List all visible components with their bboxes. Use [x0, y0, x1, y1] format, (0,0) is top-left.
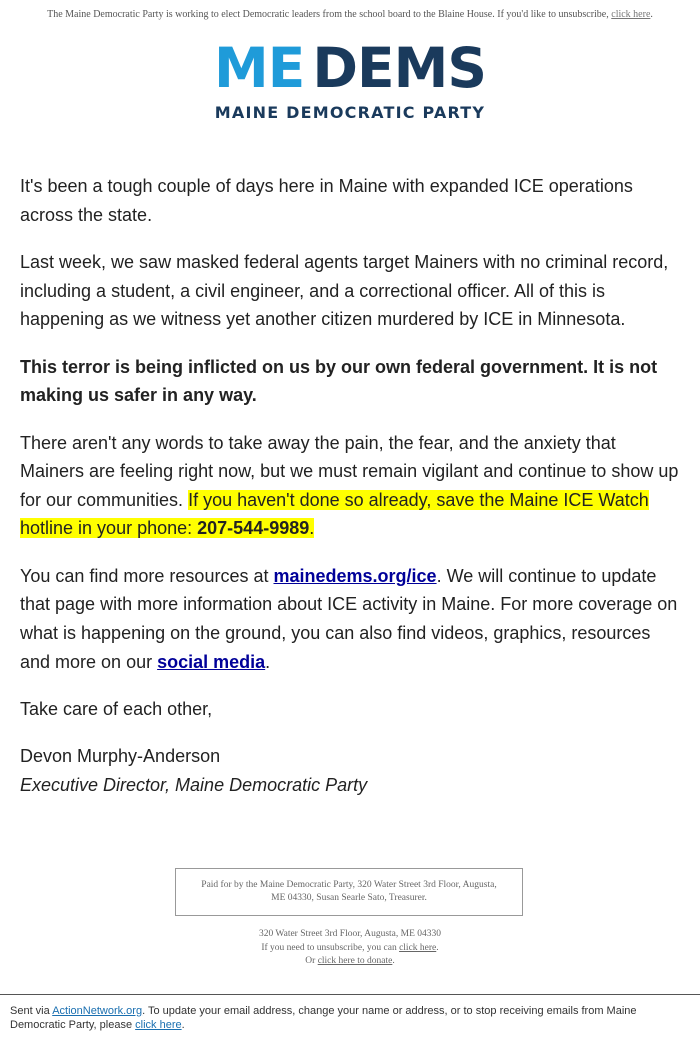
- hotline-text: If you haven't done so already, save the Maine ICE Watch hotline in your phone:: [20, 489, 649, 539]
- footer-unsub-end: .: [436, 942, 439, 953]
- paragraph-4: [20, 429, 680, 543]
- preheader-end: .: [650, 9, 653, 20]
- paid-for-text: Paid for by the Maine Democratic Party, 320 Water Street 3rd Floor, Augusta, ME 04330, Susan Searle Sato, Treasurer.: [201, 880, 497, 903]
- logo-subtitle: MAINE DEMOCRATIC PARTY: [214, 103, 486, 122]
- logo: [0, 36, 700, 100]
- footer-donate-end: .: [392, 956, 395, 966]
- medems-logo: [214, 36, 486, 100]
- paragraph-5-text-a: You can find more resources at: [20, 565, 269, 586]
- footer-donate-text: Or: [305, 956, 316, 966]
- preheader-unsubscribe-link[interactable]: click here: [611, 9, 651, 20]
- preheader-text: The Maine Democratic Party is working to elect Democratic leaders from the school board to the Blaine House. If you'd like to unsubscribe,: [47, 9, 609, 20]
- paragraph-3-bold: This terror is being inflicted on us by our own federal government. It is not making us safer in any way.: [20, 356, 658, 406]
- paragraph-4-text: There aren't any words to take away the pain, the fear, and the anxiety that Mainers are feeling right now, but we must remain vigilant and continue to show up for our communities.: [20, 432, 679, 510]
- hotline-phone: 207-544-9989: [197, 518, 310, 539]
- signature: [20, 742, 680, 799]
- footer-divider: [0, 994, 700, 995]
- footer-info: [0, 928, 700, 969]
- paragraph-1: It's been a tough couple of days here in Maine with expanded ICE operations across the state.: [20, 176, 633, 225]
- paid-for-disclaimer: [175, 868, 523, 916]
- paragraph-2: Last week, we saw masked federal agents target Mainers with no criminal record, including a student, a civil engineer, and a correctional officer. All of this is happening as we witness yet another citizen murdered by ICE in Minnesota.: [20, 251, 669, 330]
- sent-via-prefix: Sent via: [10, 1005, 50, 1017]
- footer-unsub-text: If you need to unsubscribe, you can: [261, 942, 397, 953]
- footer-unsubscribe: [0, 942, 700, 956]
- signer-title: Executive Director, Maine Democratic Party: [20, 774, 368, 795]
- preheader: [0, 9, 700, 20]
- signer-name: Devon Murphy-Anderson: [20, 746, 221, 767]
- paragraph-5: [20, 562, 680, 676]
- sent-via-notice: [10, 1005, 690, 1032]
- paragraph-5-end: .: [265, 651, 271, 672]
- logo-me: ME: [214, 36, 305, 100]
- donate-link[interactable]: click here to donate: [317, 956, 393, 966]
- sent-via-end: .: [181, 1018, 185, 1031]
- email-body: [20, 172, 680, 799]
- manage-subscription-link[interactable]: click here: [135, 1018, 182, 1031]
- resources-link[interactable]: mainedems.org/ice: [273, 565, 437, 586]
- sent-via-middle: . To update your email address, change your name or address, or to stop receiving emails from Maine Democratic Party, please: [10, 1005, 637, 1031]
- hotline-end: .: [309, 518, 315, 539]
- action-network-link[interactable]: ActionNetwork.org: [52, 1005, 143, 1017]
- footer-address: 320 Water Street 3rd Floor, Augusta, ME 04330: [258, 929, 442, 939]
- social-media-link[interactable]: social media: [157, 651, 266, 672]
- footer-unsubscribe-link[interactable]: click here: [399, 942, 437, 953]
- logo-dems: DEMS: [312, 36, 486, 100]
- paragraph-5-text-b: . We will continue to update that page with more information about ICE activity in Maine. For more coverage on what is happening on the ground, you can also find videos, graphics, resources and more on our: [20, 565, 678, 672]
- footer-donate: [0, 955, 700, 969]
- closing: Take care of each other,: [20, 698, 213, 719]
